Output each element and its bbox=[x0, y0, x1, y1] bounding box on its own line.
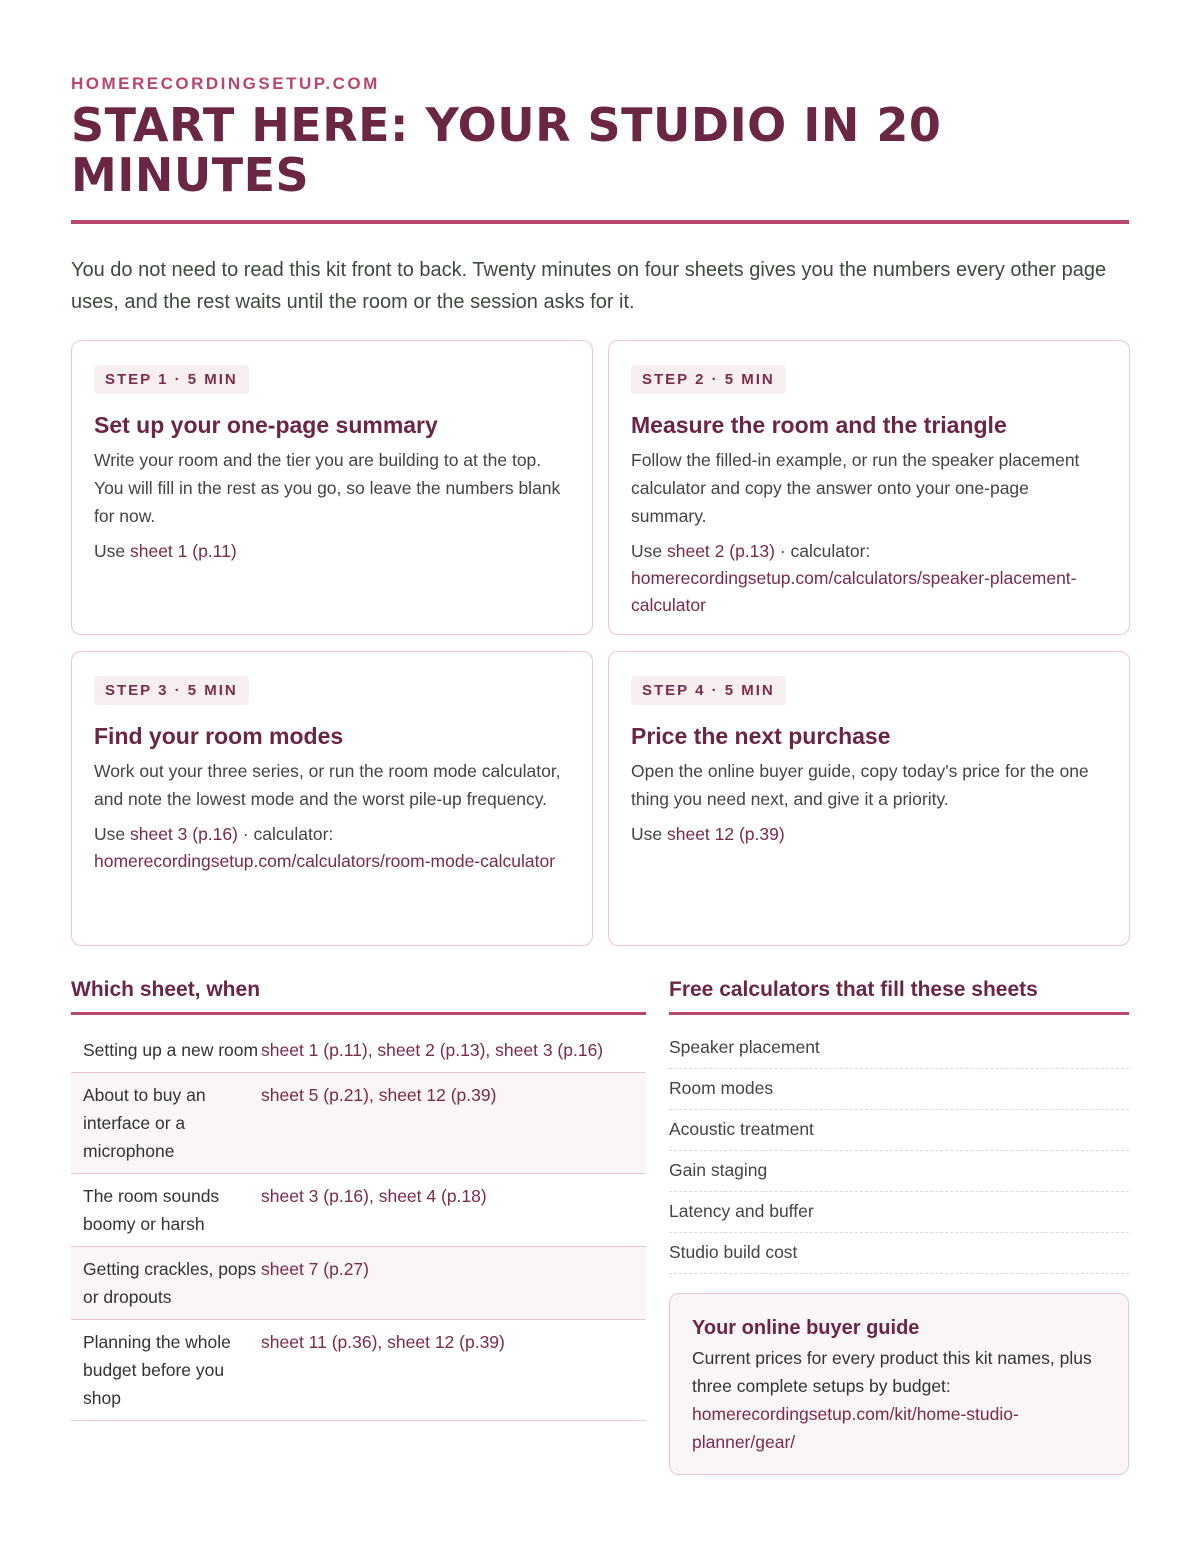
calculator-item[interactable]: Room modes bbox=[669, 1069, 1129, 1110]
sheet-link[interactable]: sheet 7 (p.27) bbox=[261, 1259, 369, 1279]
buyer-guide-title: Your online buyer guide bbox=[692, 1317, 920, 1339]
step-card-3 bbox=[71, 651, 593, 946]
sheet-link[interactable]: sheet 1 (p.11) bbox=[129, 541, 237, 561]
use-prefix: Use bbox=[631, 824, 667, 844]
which-sheet-heading: Which sheet, when bbox=[71, 978, 261, 1001]
step-reference bbox=[94, 821, 570, 875]
step-card-2 bbox=[608, 340, 1130, 635]
step-card-1 bbox=[71, 340, 593, 635]
situation-cell: Getting crackles, pops or dropouts bbox=[83, 1259, 257, 1307]
step-tag: STEP 4 · 5 MIN bbox=[631, 676, 786, 705]
situation-cell: The room sounds boomy or harsh bbox=[83, 1186, 220, 1234]
step-reference bbox=[631, 538, 1107, 619]
calculators-divider bbox=[669, 1012, 1129, 1015]
step-body: Write your room and the tier you are building to at the top. You will fill in the rest as you go, so leave the numbers blank for now. bbox=[94, 450, 561, 526]
table-row bbox=[71, 1174, 646, 1247]
sheet-link[interactable]: sheet 2 (p.13) bbox=[666, 541, 775, 561]
which-sheet-divider bbox=[71, 1012, 646, 1015]
calculator-item[interactable]: Studio build cost bbox=[669, 1233, 1129, 1274]
sheet-link[interactable]: sheet 2 (p.13) bbox=[377, 1040, 486, 1060]
sheets-cell: sheet 1 (p.11), sheet 2 (p.13), sheet 3 (p.16) bbox=[261, 1040, 604, 1060]
table-row bbox=[71, 1320, 646, 1421]
situation-cell: Planning the whole budget before you shop bbox=[83, 1332, 231, 1408]
sheet-link[interactable]: sheet 11 (p.36) bbox=[261, 1332, 378, 1352]
intro-paragraph: You do not need to read this kit front to back. Twenty minutes on four sheets gives you the numbers every other page uses, and the rest waits until the room or the session asks for it. bbox=[71, 259, 1107, 313]
use-prefix: Use bbox=[94, 541, 130, 561]
which-sheet-table bbox=[71, 1028, 646, 1421]
calculator-list bbox=[669, 1028, 1129, 1274]
step-title: Find your room modes bbox=[94, 723, 344, 749]
calculator-prefix: · calculator: bbox=[237, 824, 334, 844]
step-title: Set up your one-page summary bbox=[94, 412, 438, 438]
calculators-heading: Free calculators that fill these sheets bbox=[669, 978, 1038, 1001]
sheet-link[interactable]: sheet 12 (p.39) bbox=[378, 1085, 497, 1105]
page-title: START HERE: YOUR STUDIO IN 20 MINUTES bbox=[71, 98, 942, 202]
calculator-link[interactable]: homerecordingsetup.com/calculators/speaker-placement-calculator bbox=[631, 568, 1077, 615]
sheet-link[interactable]: sheet 1 (p.11) bbox=[261, 1040, 368, 1060]
buyer-guide-body: Current prices for every product this kit names, plus three complete setups by budget: bbox=[692, 1348, 1092, 1396]
step-title: Measure the room and the triangle bbox=[631, 412, 1007, 438]
sheet-link[interactable]: sheet 3 (p.16) bbox=[495, 1040, 604, 1060]
sheet-link[interactable]: sheet 12 (p.39) bbox=[387, 1332, 505, 1352]
table-row bbox=[71, 1247, 646, 1320]
use-prefix: Use bbox=[94, 824, 130, 844]
step-reference bbox=[94, 538, 570, 565]
calculator-item[interactable]: Acoustic treatment bbox=[669, 1110, 1129, 1151]
buyer-guide-link[interactable]: homerecordingsetup.com/kit/home-studio-planner/gear/ bbox=[692, 1404, 1019, 1452]
step-reference bbox=[631, 821, 1107, 848]
situation-cell: Setting up a new room bbox=[83, 1040, 259, 1060]
calculator-item[interactable]: Speaker placement bbox=[669, 1028, 1129, 1069]
step-body: Open the online buyer guide, copy today's price for the one thing you need next, and give it a priority. bbox=[631, 761, 1089, 809]
sheet-link[interactable]: sheet 3 (p.16) bbox=[261, 1186, 369, 1206]
table-row bbox=[71, 1073, 646, 1174]
calculator-link[interactable]: homerecordingsetup.com/calculators/room-mode-calculator bbox=[94, 851, 556, 871]
title-divider bbox=[71, 220, 1129, 224]
sheet-link[interactable]: sheet 3 (p.16) bbox=[129, 824, 238, 844]
step-title: Price the next purchase bbox=[631, 723, 891, 749]
sheet-link[interactable]: sheet 12 (p.39) bbox=[666, 824, 785, 844]
calculator-item[interactable]: Latency and buffer bbox=[669, 1192, 1129, 1233]
step-body: Work out your three series, or run the room mode calculator, and note the lowest mode and the worst pile-up frequency. bbox=[94, 761, 561, 809]
table-row bbox=[71, 1028, 646, 1073]
situation-cell: About to buy an interface or a microphone bbox=[83, 1085, 206, 1161]
buyer-guide-box bbox=[669, 1293, 1129, 1475]
sheets-cell: sheet 5 (p.21), sheet 12 (p.39) bbox=[261, 1085, 497, 1105]
calculator-item[interactable]: Gain staging bbox=[669, 1151, 1129, 1192]
step-tag: STEP 2 · 5 MIN bbox=[631, 365, 786, 394]
step-tag: STEP 3 · 5 MIN bbox=[94, 676, 249, 705]
sheet-link[interactable]: sheet 5 (p.21) bbox=[261, 1085, 369, 1105]
sheets-cell: sheet 3 (p.16), sheet 4 (p.18) bbox=[261, 1186, 487, 1206]
sheets-cell: sheet 11 (p.36), sheet 12 (p.39) bbox=[261, 1332, 505, 1352]
sheet-link[interactable]: sheet 4 (p.18) bbox=[378, 1186, 487, 1206]
step-card-4 bbox=[608, 651, 1130, 946]
step-body: Follow the filled-in example, or run the speaker placement calculator and copy the answer onto your one-page summary. bbox=[631, 450, 1080, 526]
step-tag: STEP 1 · 5 MIN bbox=[94, 365, 249, 394]
use-prefix: Use bbox=[631, 541, 667, 561]
calculator-prefix: · calculator: bbox=[774, 541, 871, 561]
brand-label: HOMERECORDINGSETUP.COM bbox=[71, 74, 380, 93]
sheets-cell bbox=[261, 1255, 634, 1311]
